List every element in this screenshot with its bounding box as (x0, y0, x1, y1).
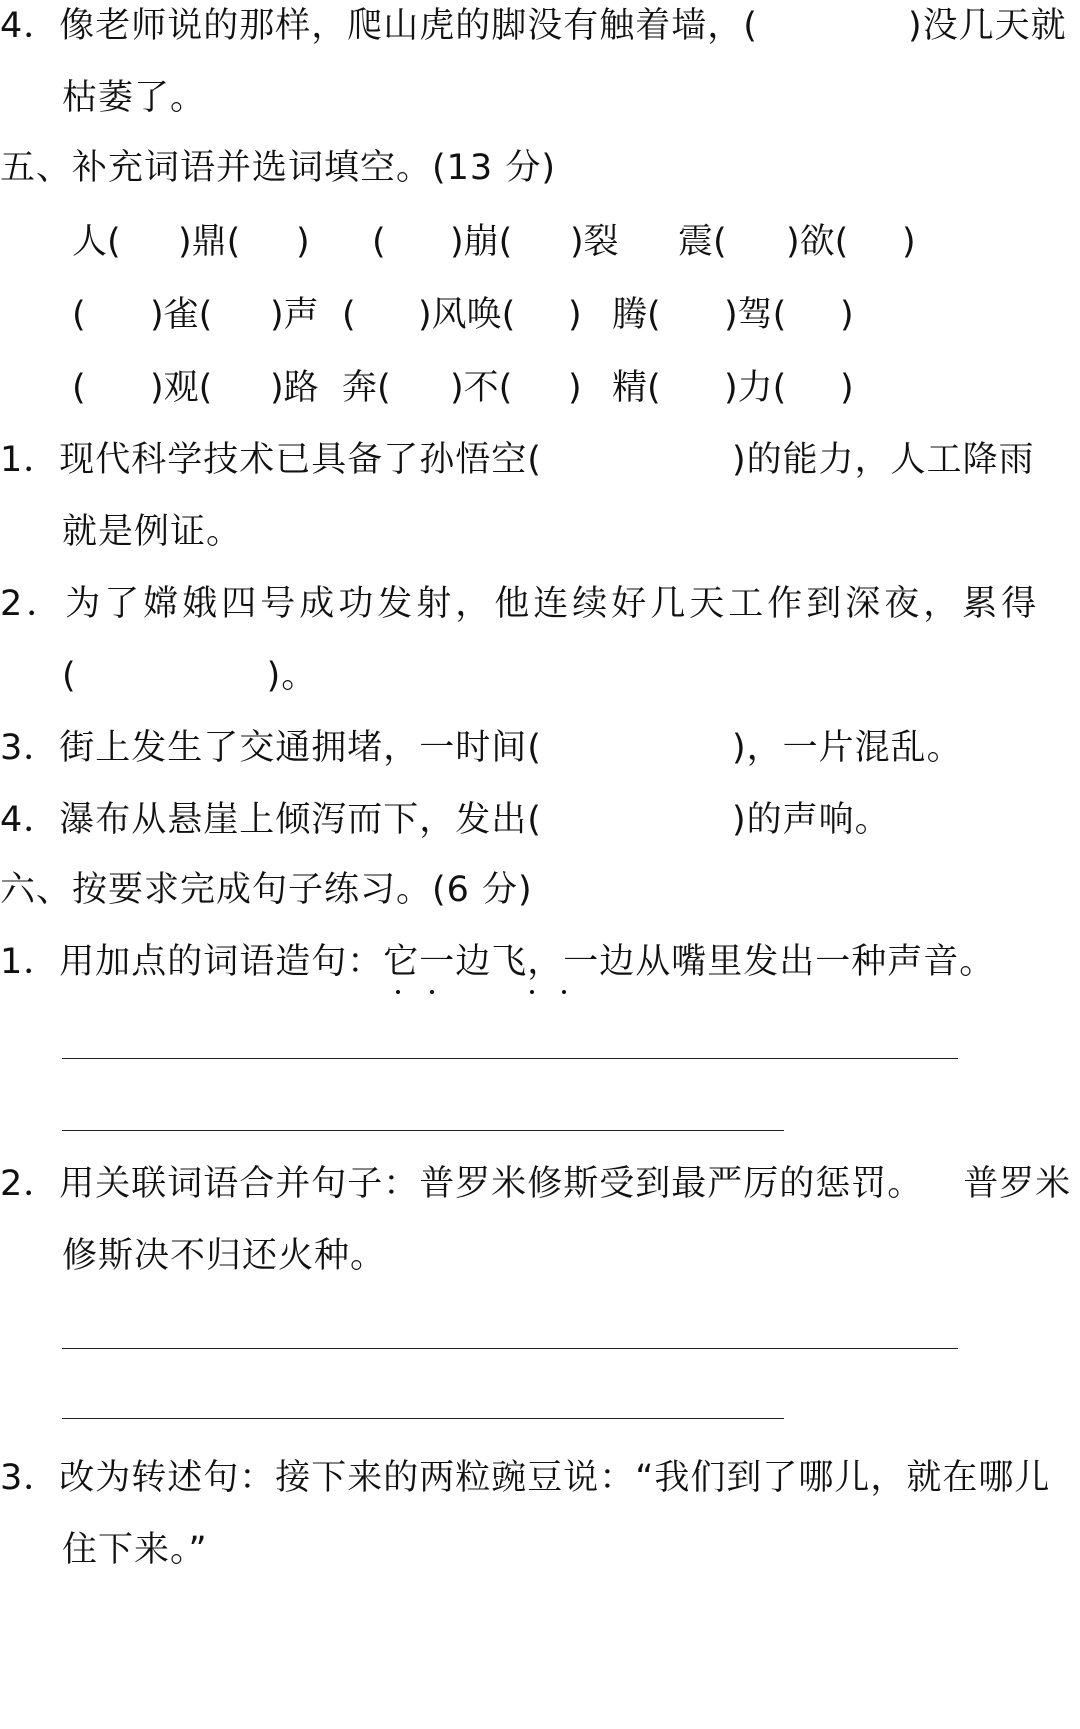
answer-line[interactable] (62, 1418, 784, 1419)
idiom-cell: ( (372, 222, 386, 262)
idiom-cell: )观( (150, 368, 213, 408)
idiom-cell: )声 (270, 295, 319, 335)
section5-heading: 五、补充词语并选词填空。(13 分) (0, 148, 556, 188)
idiom-cell: 奔( (342, 368, 391, 408)
idiom-cell: ) (902, 222, 916, 262)
s6-q2-part1: 2．用关联词语合并句子：普罗米修斯受到最严厉的惩罚。 (0, 1164, 924, 1204)
idiom-cell: )路 (270, 368, 319, 408)
idiom-cell: ) (840, 368, 854, 408)
idiom-cell: ) (840, 295, 854, 335)
answer-line[interactable] (62, 1130, 784, 1131)
section6-heading: 六、按要求完成句子练习。(6 分) (0, 870, 533, 910)
idiom-cell: )雀( (150, 295, 213, 335)
s5-q3-part2: )，一片混乱。 (731, 728, 963, 768)
s6-q3-line2: 住下来。” (62, 1530, 208, 1570)
emphasis-dot (430, 990, 434, 994)
idiom-cell: ) (568, 295, 582, 335)
s6-q2-line2: 修斯决不归还火种。 (62, 1236, 387, 1276)
s6-q3-line1: 3．改为转述句：接下来的两粒豌豆说：“我们到了哪儿，就在哪儿 (0, 1458, 1051, 1498)
s5-q2-close: )。 (266, 656, 318, 696)
s5-q4-part2: )的声响。 (731, 800, 891, 840)
idiom-cell: ) (296, 222, 310, 262)
q4-top-part1: 4．像老师说的那样，爬山虎的脚没有触着墙，( (0, 6, 758, 46)
s5-q1-part1: 1．现代科学技术已具备了孙悟空( (0, 440, 542, 480)
s6-q2-part2: 普罗米 (963, 1164, 1072, 1204)
s5-q3-line (0, 726, 963, 770)
s5-q1-part2: )的能力，人工降雨 (731, 440, 1035, 480)
idiom-cell: ( (342, 295, 356, 335)
s6-q2-line1 (0, 1162, 1071, 1206)
idiom-cell: ( (72, 295, 86, 335)
emphasis-dot (396, 990, 400, 994)
idiom-cell: )崩( (450, 222, 513, 262)
s5-q2-line2 (62, 654, 317, 698)
s6-q1-line: 1．用加点的词语造句：它一边飞，一边从嘴里发出一种声音。 (0, 942, 996, 982)
idiom-cell: )风唤( (418, 295, 516, 335)
idiom-cell: )裂 (570, 222, 619, 262)
idiom-cell: )欲( (786, 222, 849, 262)
s5-q2-open: ( (62, 656, 77, 696)
idiom-cell: )驾( (724, 295, 787, 335)
answer-line[interactable] (62, 1348, 958, 1349)
idiom-cell: ( (72, 368, 86, 408)
emphasis-dot (562, 990, 566, 994)
q4-top-line1 (0, 4, 1067, 48)
q4-top-line2: 枯萎了。 (62, 78, 207, 118)
idiom-cell: )鼎( (178, 222, 241, 262)
idiom-cell: ) (568, 368, 582, 408)
emphasis-dot (530, 990, 534, 994)
s5-q1-line1 (0, 438, 1035, 482)
idiom-cell: 人( (72, 222, 121, 262)
idiom-cell: 震( (678, 222, 727, 262)
s5-q4-line (0, 798, 891, 842)
answer-line[interactable] (62, 1058, 958, 1059)
idiom-cell: )不( (450, 368, 513, 408)
q4-top-part2: )没几天就 (907, 6, 1067, 46)
s5-q1-line2: 就是例证。 (62, 512, 243, 552)
s5-q4-part1: 4．瀑布从悬崖上倾泻而下，发出( (0, 800, 542, 840)
idiom-cell: 腾( (612, 295, 661, 335)
s5-q2-line1: 2．为了嫦娥四号成功发射，他连续好几天工作到深夜，累得 (0, 584, 1041, 624)
s5-q3-part1: 3．街上发生了交通拥堵，一时间( (0, 728, 542, 768)
idiom-cell: 精( (612, 368, 661, 408)
idiom-cell: )力( (724, 368, 787, 408)
